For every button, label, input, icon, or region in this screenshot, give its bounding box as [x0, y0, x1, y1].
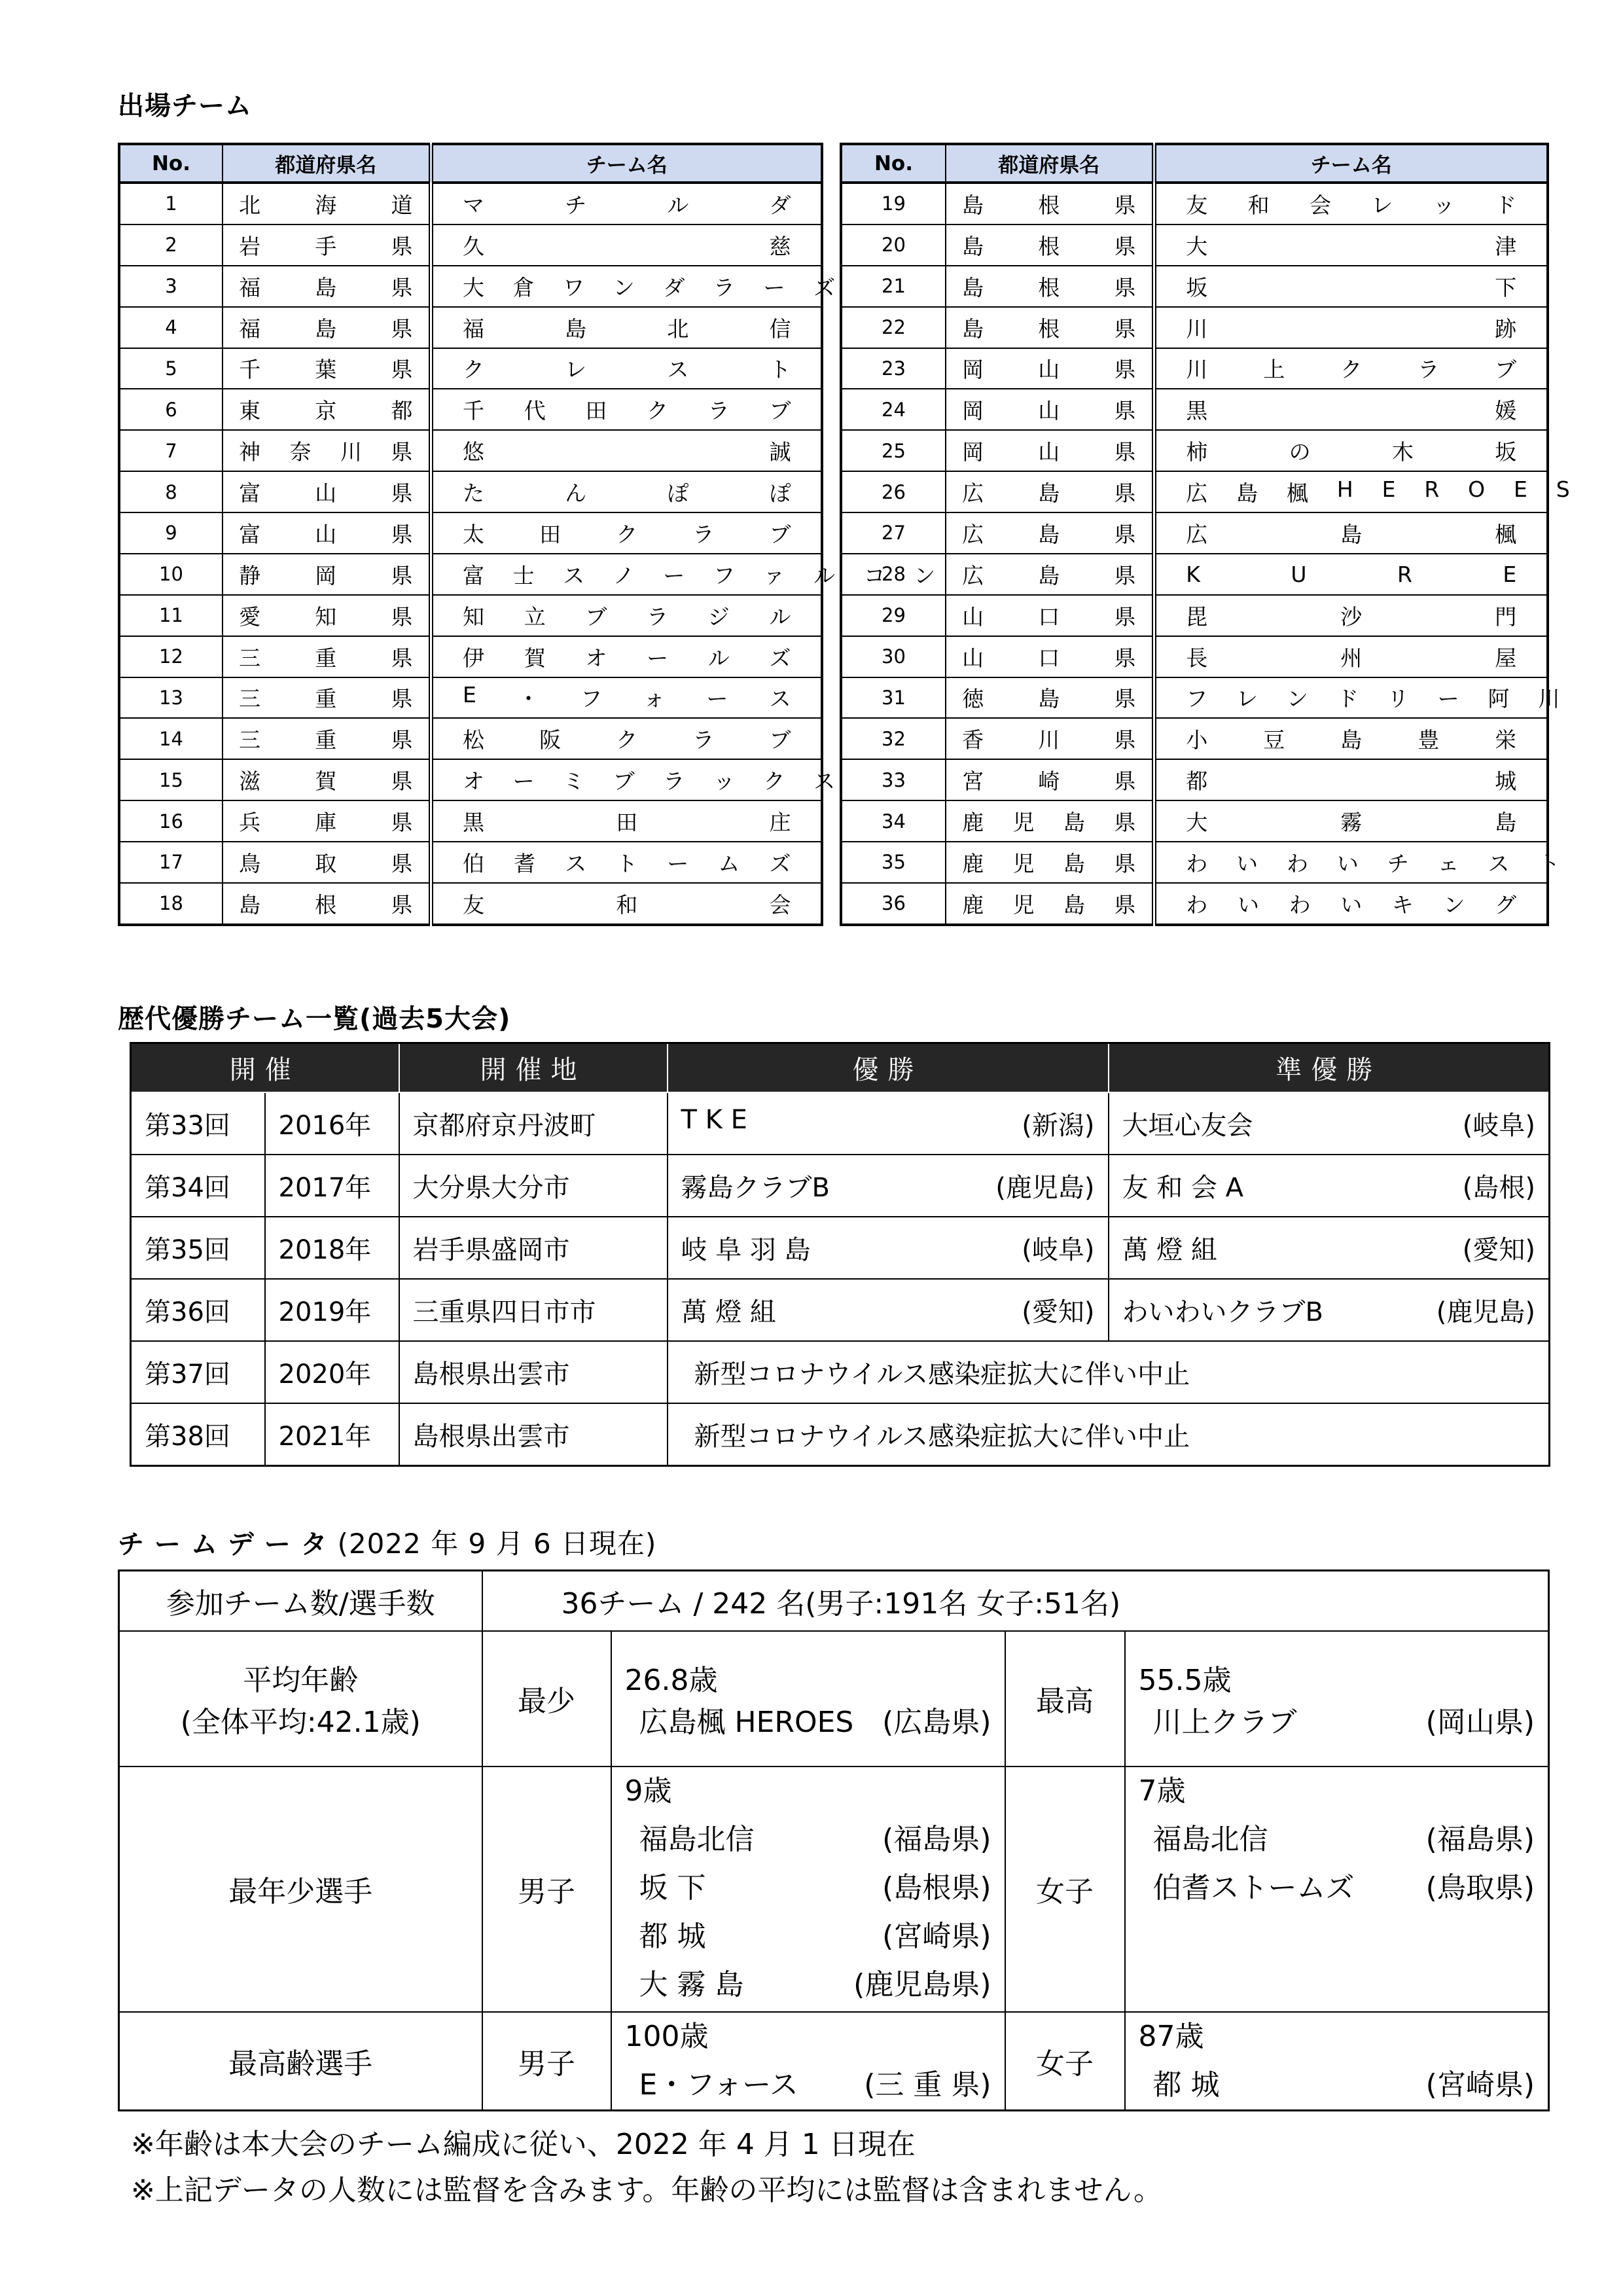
avg-age-overall: (全体平均:42.1歳): [180, 1706, 421, 1739]
team-name: ク レ ス ト: [431, 348, 822, 389]
history-place: 岩手県盛岡市: [399, 1217, 668, 1279]
team-name: フ レ ン ド リ ー 阿 川: [1154, 677, 1548, 719]
team-name: 小 豆 島 豊 栄: [1154, 718, 1548, 759]
youngest-female-pref: (鳥取県): [1425, 1871, 1535, 1905]
team-no: 7: [119, 430, 223, 471]
col-kaisai: 開催: [131, 1043, 399, 1093]
avg-age-label: 平均年齢: [243, 1664, 359, 1697]
team-name: 太 田 ク ラ ブ: [431, 512, 822, 554]
team-name: 川 跡: [1154, 307, 1548, 348]
history-year: 2021年: [265, 1403, 399, 1466]
team-name: 毘 沙 門: [1154, 595, 1548, 636]
history-row: [131, 1155, 1550, 1217]
team-prefecture: 富 山 県: [223, 512, 431, 554]
team-name: 大 津: [1154, 224, 1548, 266]
oldest-female-age: 87歳: [1138, 2019, 1204, 2053]
team-row: [119, 471, 822, 512]
oldest-male-cell: [611, 2012, 1005, 2111]
team-name: 悠 誠: [431, 430, 822, 471]
youngest-male-label: 男子: [482, 1767, 611, 2012]
team-name: 友 和 会: [431, 883, 822, 925]
team-prefecture: 岡 山 県: [946, 389, 1154, 430]
participants-value: 36チーム / 242 名(男子:191名 女子:51名): [482, 1571, 1549, 1631]
history-runner-pref: (愛知): [1462, 1235, 1535, 1265]
history-year: 2019年: [265, 1279, 399, 1341]
team-name: 黒 媛: [1154, 389, 1548, 430]
team-prefecture: 鹿 児 島 県: [946, 800, 1154, 842]
oldest-female-pref: (宮崎県): [1425, 2068, 1535, 2102]
history-row: [131, 1092, 1550, 1155]
team-no: 24: [841, 389, 946, 430]
team-name: 久 慈: [431, 224, 822, 266]
history-runner-pref: (島根): [1462, 1173, 1535, 1203]
team-no: 6: [119, 389, 223, 430]
team-no: 10: [119, 554, 223, 595]
team-no: 20: [841, 224, 946, 266]
youngest-female-team: 福島北信: [1152, 1822, 1268, 1856]
team-no: 14: [119, 718, 223, 759]
history-cancelled: 新型コロナウイルス感染症拡大に伴い中止: [668, 1403, 1550, 1466]
col-winner: 優勝: [668, 1043, 1109, 1093]
history-year: 2016年: [265, 1092, 399, 1155]
history-winner-cell: [668, 1279, 1109, 1341]
team-name: 伊 賀 オ ー ル ズ: [431, 636, 822, 677]
team-prefecture: 広 島 県: [946, 554, 1154, 595]
team-row: [119, 348, 822, 389]
team-name: 黒 田 庄: [431, 800, 822, 842]
team-name: 広 島 楓: [1154, 512, 1548, 554]
youngest-male-team: 福島北信: [639, 1822, 755, 1856]
team-name: 千 代 田 ク ラ ブ: [431, 389, 822, 430]
max-cell: [1125, 1631, 1549, 1767]
history-year: 2018年: [265, 1217, 399, 1279]
team-row: [119, 759, 822, 800]
team-name: E ・ フ ォ ー ス: [431, 677, 822, 719]
team-prefecture: 神 奈 川 県: [223, 430, 431, 471]
team-row: [119, 554, 822, 595]
oldest-male-age: 100歳: [624, 2019, 709, 2053]
team-row: [841, 554, 1548, 595]
team-row: [841, 800, 1548, 842]
col-team: チーム名: [431, 144, 822, 183]
history-winner: 霧島クラブB: [681, 1173, 830, 1203]
history-runner: わいわいクラブB: [1122, 1297, 1323, 1327]
teams-table-right: [840, 143, 1570, 926]
history-runner: 友 和 会 A: [1122, 1173, 1244, 1203]
team-prefecture: 香 川 県: [946, 718, 1154, 759]
oldest-male-team: E・フォース: [639, 2068, 798, 2102]
team-no: 11: [119, 595, 223, 636]
team-row: [119, 595, 822, 636]
history-runner: 大垣心友会: [1122, 1111, 1253, 1141]
history-runner-pref: (鹿児島): [1436, 1297, 1535, 1327]
team-no: 22: [841, 307, 946, 348]
team-row: [119, 430, 822, 471]
history-place: 京都府京丹波町: [399, 1092, 668, 1155]
oldest-female-label: 女子: [1005, 2012, 1125, 2111]
youngest-male-team: 大 霧 島: [639, 1967, 744, 2001]
youngest-female-age: 7歳: [1138, 1774, 1186, 1808]
youngest-male-pref: (鹿児島県): [853, 1967, 991, 2001]
team-no: 32: [841, 718, 946, 759]
history-row: [131, 1341, 1550, 1403]
team-row: [119, 883, 822, 925]
max-label: 最高: [1005, 1631, 1125, 1767]
team-name: K U R E: [1154, 554, 1548, 595]
team-no: 1: [119, 183, 223, 224]
team-no: 17: [119, 842, 223, 883]
team-no: 25: [841, 430, 946, 471]
history-round: 第35回: [131, 1217, 265, 1279]
team-name: 友 和 会 レ ッ ド: [1154, 183, 1548, 224]
team-row: [119, 307, 822, 348]
team-row: [119, 183, 822, 224]
history-runner: 萬 燈 組: [1122, 1235, 1217, 1265]
team-row: [841, 759, 1548, 800]
team-prefecture: 富 山 県: [223, 471, 431, 512]
team-no: 28: [841, 554, 946, 595]
team-name: 大 倉 ワ ン ダ ラ ー ズ: [431, 266, 822, 307]
team-name: マ チ ル ダ: [431, 183, 822, 224]
history-winner-pref: (岐阜): [1022, 1235, 1095, 1265]
team-no: 27: [841, 512, 946, 554]
team-name: 富 士 ス ノ ー フ ァ ル コ ン: [431, 554, 822, 595]
team-row: [841, 224, 1548, 266]
team-no: 15: [119, 759, 223, 800]
max-age: 55.5歳: [1138, 1664, 1232, 1697]
team-name: 坂 下: [1154, 266, 1548, 307]
team-prefecture: 岡 山 県: [946, 348, 1154, 389]
team-prefecture: 福 島 県: [223, 307, 431, 348]
team-prefecture: 宮 崎 県: [946, 759, 1154, 800]
oldest-male-label: 男子: [482, 2012, 611, 2111]
history-cancelled: 新型コロナウイルス感染症拡大に伴い中止: [668, 1341, 1550, 1403]
team-prefecture: 岡 山 県: [946, 430, 1154, 471]
team-no: 30: [841, 636, 946, 677]
history-round: 第37回: [131, 1341, 265, 1403]
history-round: 第33回: [131, 1092, 265, 1155]
history-runner-cell: [1109, 1217, 1550, 1279]
note-counts: ※上記データの人数には監督を含みます。年齢の平均には監督は含まれません。: [131, 2174, 1162, 2207]
team-name: 松 阪 ク ラ ブ: [431, 718, 822, 759]
team-row: [841, 636, 1548, 677]
team-row: [841, 718, 1548, 759]
youngest-male-pref: (宮崎県): [882, 1919, 991, 1953]
team-no: 31: [841, 677, 946, 719]
team-no: 3: [119, 266, 223, 307]
history-winner: T K E: [681, 1105, 747, 1135]
team-no: 21: [841, 266, 946, 307]
youngest-female-team: 伯耆ストームズ: [1152, 1871, 1355, 1905]
team-name: 伯 耆 ス ト ー ム ズ: [431, 842, 822, 883]
team-row: [841, 307, 1548, 348]
col-no: No.: [119, 144, 223, 183]
youngest-female-label: 女子: [1005, 1767, 1125, 2012]
team-no: 5: [119, 348, 223, 389]
data-heading-date: (2022 年 9 月 6 日現在): [337, 1528, 657, 1560]
team-prefecture: 広 島 県: [946, 512, 1154, 554]
oldest-male-pref: (三 重 県): [864, 2068, 991, 2102]
team-prefecture: 鹿 児 島 県: [946, 842, 1154, 883]
participants-label: 参加チーム数/選手数: [119, 1571, 482, 1631]
team-name: オ ー ミ ブ ラ ッ ク ス: [431, 759, 822, 800]
team-row: [119, 842, 822, 883]
team-no: 18: [119, 883, 223, 925]
oldest-female-team: 都 城: [1152, 2068, 1220, 2102]
team-no: 12: [119, 636, 223, 677]
team-row: [119, 800, 822, 842]
youngest-male-age: 9歳: [624, 1774, 672, 1808]
history-heading: 歴代優勝チーム一覧(過去5大会): [118, 1004, 511, 1034]
youngest-female-cell: [1125, 1767, 1549, 2012]
team-name: 長 州 屋: [1154, 636, 1548, 677]
team-prefecture: 島 根 県: [946, 307, 1154, 348]
team-name: 柿 の 木 坂: [1154, 430, 1548, 471]
history-row: [131, 1279, 1550, 1341]
team-row: [841, 266, 1548, 307]
team-row: [841, 595, 1548, 636]
history-place: 三重県四日市市: [399, 1279, 668, 1341]
team-row: [119, 636, 822, 677]
team-row: [841, 348, 1548, 389]
history-place: 島根県出雲市: [399, 1403, 668, 1466]
youngest-label: 最年少選手: [119, 1767, 482, 2012]
team-name: 知 立 ブ ラ ジ ル: [431, 595, 822, 636]
history-winner-cell: [668, 1217, 1109, 1279]
team-row: [119, 389, 822, 430]
team-no: 23: [841, 348, 946, 389]
col-pref: 都道府県名: [946, 144, 1154, 183]
team-row: [119, 512, 822, 554]
history-runner-cell: [1109, 1279, 1550, 1341]
team-no: 35: [841, 842, 946, 883]
team-name: 大 霧 島: [1154, 800, 1548, 842]
team-no: 19: [841, 183, 946, 224]
history-table: [130, 1042, 1550, 1467]
oldest-female-cell: [1125, 2012, 1549, 2111]
history-row: [131, 1217, 1550, 1279]
team-prefecture: 三 重 県: [223, 677, 431, 719]
note-age-basis: ※年齢は本大会のチーム編成に従い、2022 年 4 月 1 日現在: [131, 2128, 916, 2161]
history-place: 大分県大分市: [399, 1155, 668, 1217]
history-round: 第34回: [131, 1155, 265, 1217]
teams-heading: 出場チーム: [118, 91, 252, 121]
team-name: 福 島 北 信: [431, 307, 822, 348]
team-row: [119, 224, 822, 266]
col-runner: 準優勝: [1109, 1043, 1550, 1093]
team-no: 13: [119, 677, 223, 719]
history-winner-pref: (愛知): [1022, 1297, 1095, 1327]
team-no: 29: [841, 595, 946, 636]
max-team: 川上クラブ: [1152, 1706, 1297, 1739]
team-prefecture: 三 重 県: [223, 636, 431, 677]
team-prefecture: 広 島 県: [946, 471, 1154, 512]
team-no: 2: [119, 224, 223, 266]
team-name: 都 城: [1154, 759, 1548, 800]
oldest-label: 最高齢選手: [119, 2012, 482, 2111]
team-row: [841, 842, 1548, 883]
history-round: 第36回: [131, 1279, 265, 1341]
team-name: わ い わ い キ ン グ: [1154, 883, 1548, 925]
max-pref: (岡山県): [1425, 1706, 1535, 1739]
history-winner-cell: [668, 1155, 1109, 1217]
team-no: 34: [841, 800, 946, 842]
team-prefecture: 島 根 県: [946, 183, 1154, 224]
history-runner-pref: (岐阜): [1462, 1111, 1535, 1141]
team-prefecture: 千 葉 県: [223, 348, 431, 389]
history-winner: 萬 燈 組: [681, 1297, 776, 1327]
history-year: 2020年: [265, 1341, 399, 1403]
team-no: 26: [841, 471, 946, 512]
team-row: [119, 718, 822, 759]
team-row: [841, 430, 1548, 471]
team-prefecture: 島 根 県: [946, 224, 1154, 266]
col-pref: 都道府県名: [223, 144, 431, 183]
team-prefecture: 三 重 県: [223, 718, 431, 759]
youngest-male-team: 都 城: [639, 1919, 706, 1953]
team-prefecture: 鹿 児 島 県: [946, 883, 1154, 925]
team-prefecture: 鳥 取 県: [223, 842, 431, 883]
team-row: [119, 266, 822, 307]
team-prefecture: 島 根 県: [946, 266, 1154, 307]
history-runner-cell: [1109, 1155, 1550, 1217]
team-name: わ い わ い チ ェ ス ト: [1154, 842, 1548, 883]
history-place: 島根県出雲市: [399, 1341, 668, 1403]
team-row: [841, 677, 1548, 719]
team-row: [841, 471, 1548, 512]
col-no: No.: [841, 144, 946, 183]
team-row: [841, 183, 1548, 224]
team-no: 16: [119, 800, 223, 842]
history-row: [131, 1403, 1550, 1466]
team-prefecture: 山 口 県: [946, 636, 1154, 677]
team-prefecture: 岩 手 県: [223, 224, 431, 266]
min-label: 最少: [482, 1631, 611, 1767]
team-prefecture: 北 海 道: [223, 183, 431, 224]
team-no: 8: [119, 471, 223, 512]
history-winner-pref: (鹿児島): [995, 1173, 1095, 1203]
data-heading-title: チ ー ム デ ー タ: [118, 1530, 328, 1560]
team-prefecture: 滋 賀 県: [223, 759, 431, 800]
team-prefecture: 徳 島 県: [946, 677, 1154, 719]
youngest-male-team: 坂 下: [639, 1871, 706, 1905]
team-row: [119, 677, 822, 719]
col-team: チーム名: [1154, 144, 1548, 183]
history-round: 第38回: [131, 1403, 265, 1466]
team-name: 広 島 楓 H E R O E S: [1154, 471, 1548, 512]
team-row: [841, 512, 1548, 554]
team-prefecture: 福 島 県: [223, 266, 431, 307]
team-row: [841, 883, 1548, 925]
history-winner-pref: (新潟): [1022, 1111, 1095, 1141]
team-prefecture: 静 岡 県: [223, 554, 431, 595]
youngest-male-pref: (福島県): [882, 1822, 991, 1856]
data-heading: [118, 1522, 656, 1562]
team-name: 川 上 ク ラ ブ: [1154, 348, 1548, 389]
team-no: 33: [841, 759, 946, 800]
team-prefecture: 東 京 都: [223, 389, 431, 430]
min-cell: [611, 1631, 1005, 1767]
history-winner-cell: [668, 1092, 1109, 1155]
team-name: た ん ぽ ぽ: [431, 471, 822, 512]
team-prefecture: 愛 知 県: [223, 595, 431, 636]
min-team: 広島楓 HEROES: [639, 1706, 854, 1739]
team-prefecture: 兵 庫 県: [223, 800, 431, 842]
history-winner: 岐 阜 羽 島: [681, 1235, 811, 1265]
team-prefecture: 山 口 県: [946, 595, 1154, 636]
avg-age-cell: [119, 1631, 482, 1767]
team-no: 36: [841, 883, 946, 925]
col-place: 開催地: [399, 1043, 668, 1093]
team-no: 4: [119, 307, 223, 348]
team-row: [841, 389, 1548, 430]
history-year: 2017年: [265, 1155, 399, 1217]
youngest-male-pref: (島根県): [882, 1871, 991, 1905]
youngest-female-pref: (福島県): [1425, 1822, 1535, 1856]
team-prefecture: 島 根 県: [223, 883, 431, 925]
min-age: 26.8歳: [624, 1664, 718, 1697]
history-runner-cell: [1109, 1092, 1550, 1155]
min-pref: (広島県): [882, 1706, 991, 1739]
team-no: 9: [119, 512, 223, 554]
team-data-table: [118, 1570, 1550, 2111]
youngest-male-cell: [611, 1767, 1005, 2012]
